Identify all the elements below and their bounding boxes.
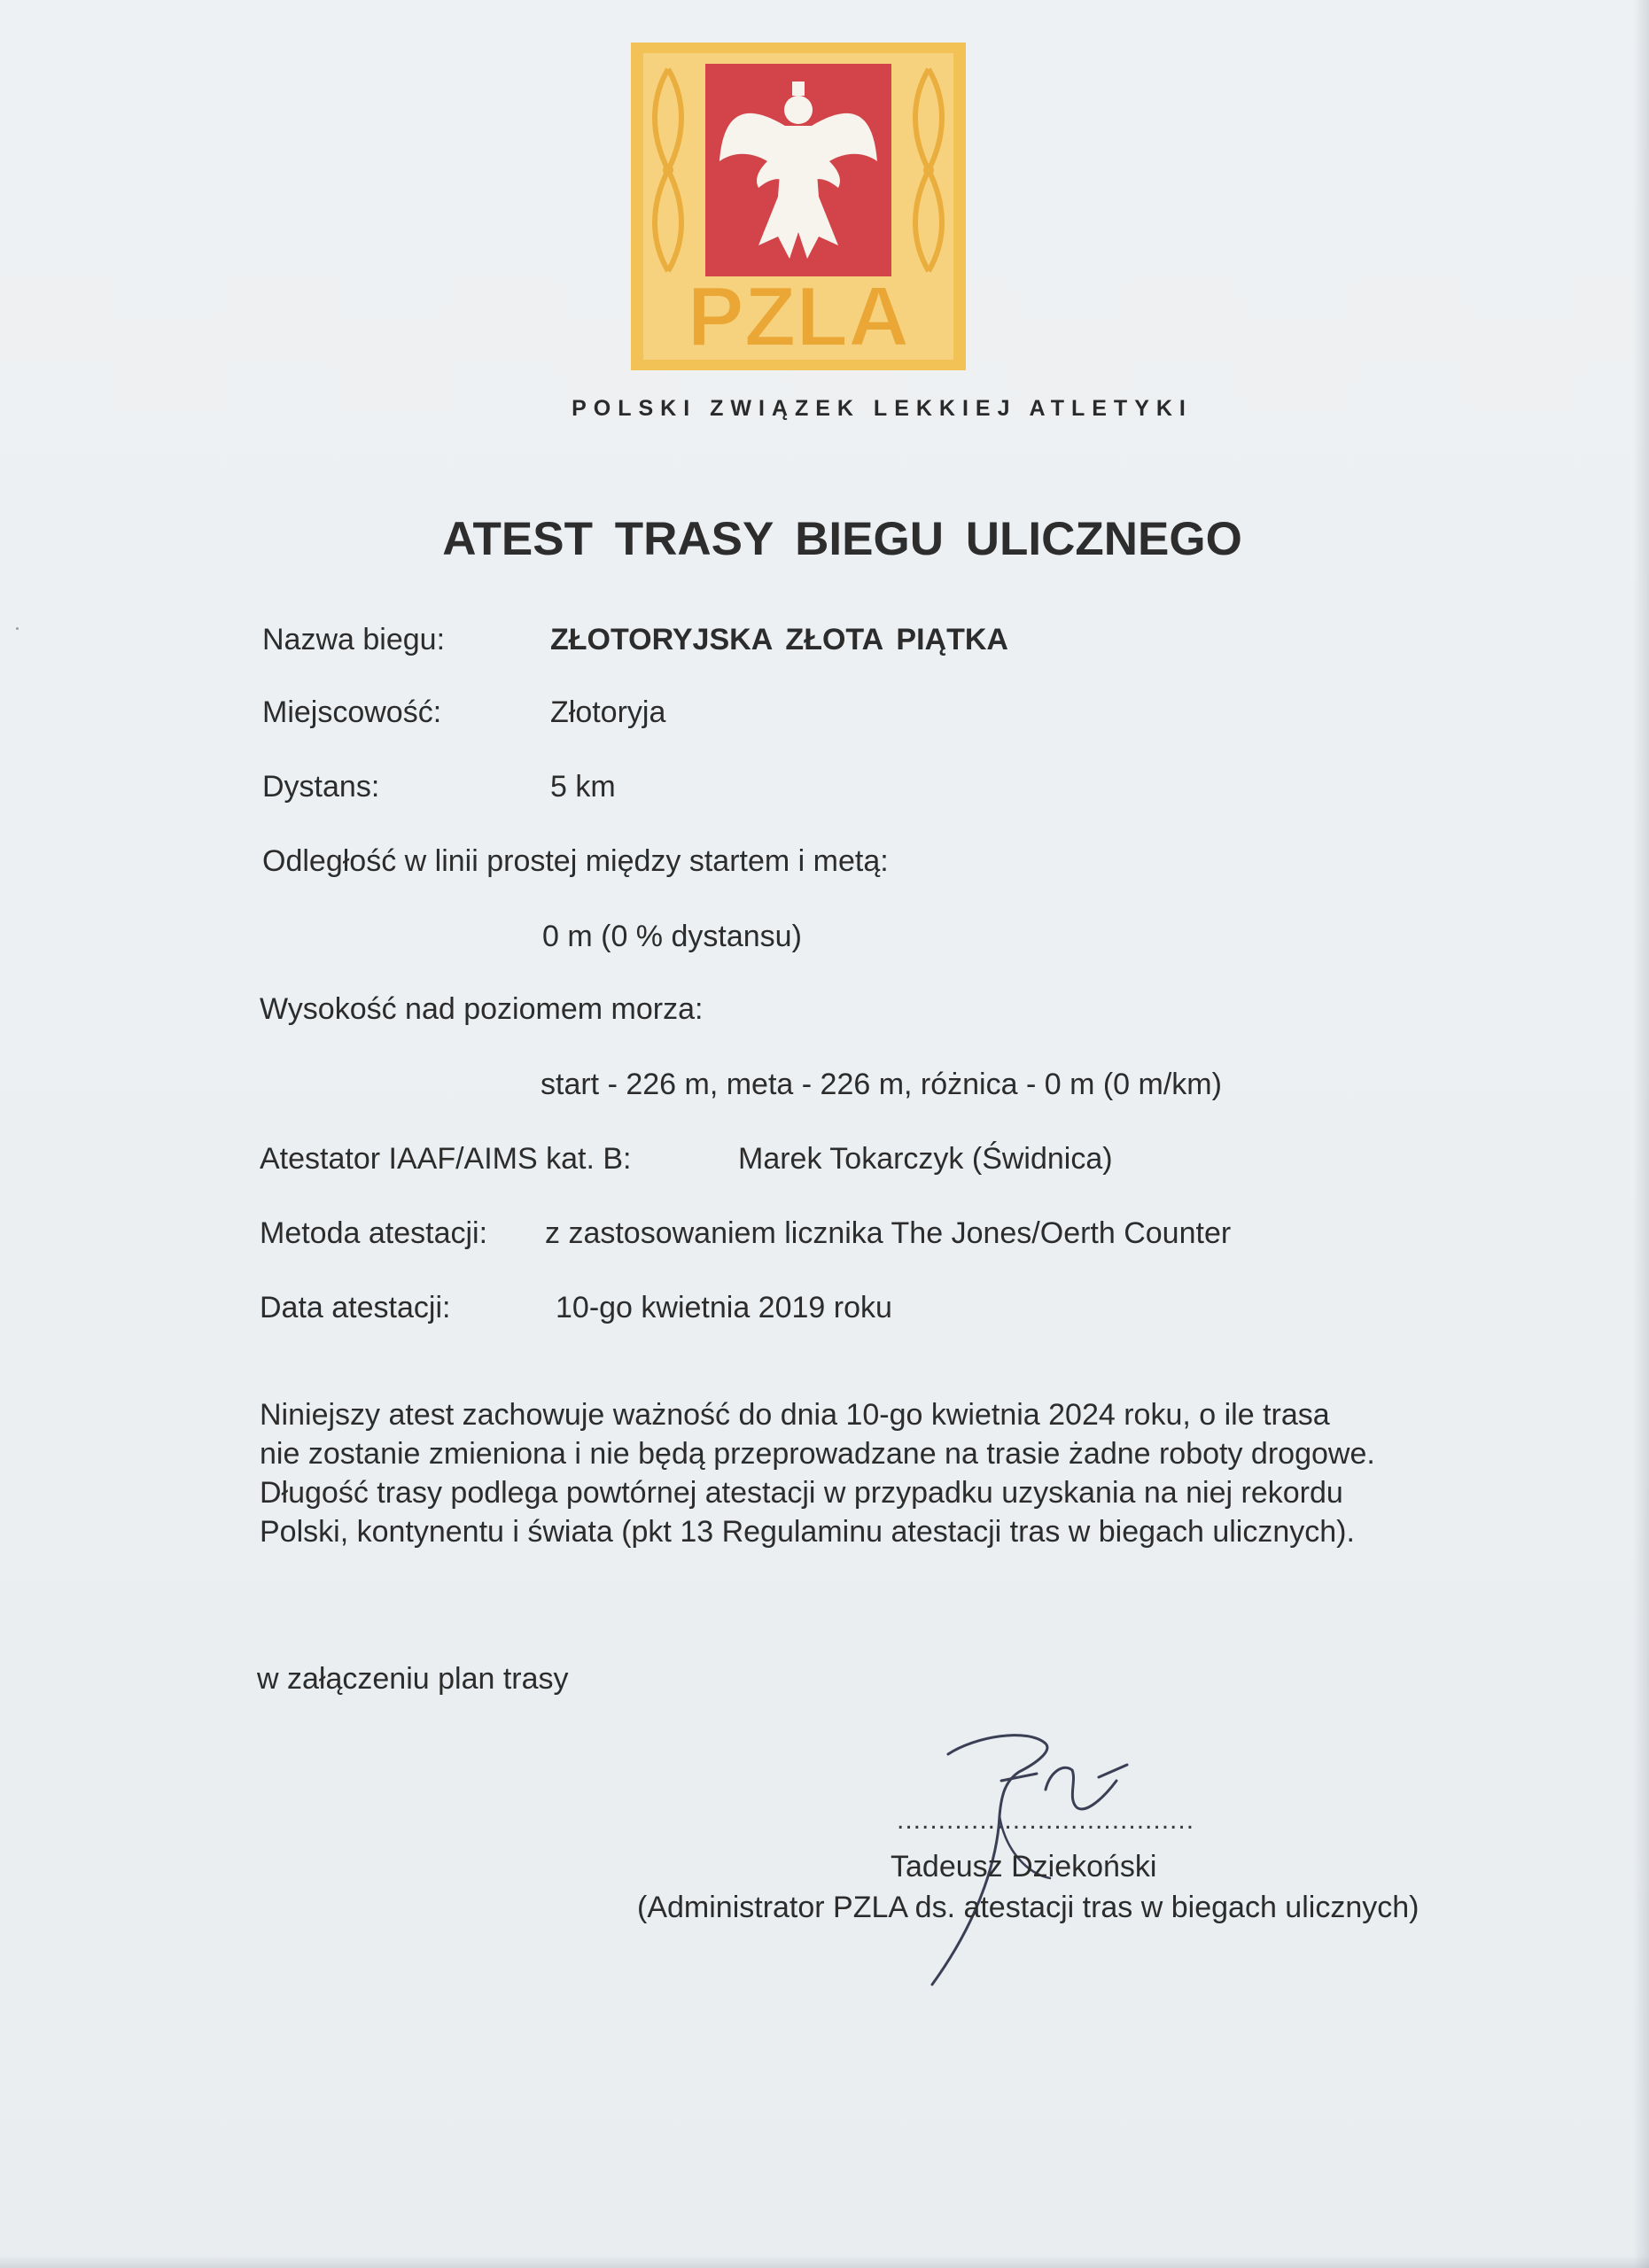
method-value: z zastosowaniem licznika The Jones/Oerth Counter: [545, 1216, 1232, 1250]
page-edge-shadow-right: [1633, 0, 1649, 2268]
organization-name: POLSKI ZWIĄZEK LEKKIEJ ATLETYKI: [572, 396, 1193, 421]
logo-ornament-right-icon: [904, 64, 953, 276]
race-name-label: Nazwa biegu:: [262, 623, 446, 656]
locality-value: Złotoryja: [550, 695, 666, 729]
method-label: Metoda atestacji:: [260, 1216, 488, 1250]
distance-label: Dystans:: [262, 770, 380, 804]
page-title: ATEST TRASY BIEGU ULICZNEGO: [442, 513, 1242, 565]
altitude-label: Wysokość nad poziomem morza:: [260, 992, 704, 1026]
logo-background: [643, 53, 953, 360]
validity-paragraph: [260, 1395, 1375, 1551]
validity-line-3: Długość trasy podlega powtórnej atestacji w przypadku uzyskania na niej rekordu: [260, 1476, 1343, 1510]
altitude-value: start - 226 m, meta - 226 m, różnica - 0 m (0 m/km): [541, 1068, 1222, 1101]
date-label: Data atestacji:: [260, 1291, 451, 1324]
straight-line-value: 0 m (0 % dystansu): [542, 920, 802, 953]
white-eagle-icon: [705, 64, 891, 276]
pzla-logo: [631, 43, 966, 370]
logo-lettering: [665, 275, 932, 354]
logo-ornament-left-icon: [643, 64, 693, 276]
straight-line-label: Odległość w linii prostej między startem i metą:: [262, 844, 889, 878]
scan-speck: [16, 627, 19, 630]
signer-name: Tadeusz Dziekoński: [891, 1850, 1157, 1884]
page-edge-shadow-bottom: [0, 2256, 1649, 2268]
logo-red-field: [705, 64, 891, 276]
measurer-value: Marek Tokarczyk (Świdnica): [738, 1142, 1113, 1176]
signer-role: (Administrator PZLA ds. atestacji tras w biegach ulicznych): [637, 1891, 1420, 1924]
validity-line-1: Niniejszy atest zachowuje ważność do dnia 10-go kwietnia 2024 roku, o ile trasa: [260, 1398, 1330, 1432]
distance-value: 5 km: [550, 770, 616, 804]
validity-line-2: nie zostanie zmieniona i nie będą przeprowadzane na trasie żadne roboty drogowe.: [260, 1437, 1375, 1471]
race-name-value: ZŁOTORYJSKA ZŁOTA PIĄTKA: [550, 623, 1008, 656]
validity-line-4: Polski, kontynentu i świata (pkt 13 Regulaminu atestacji tras w biegach ulicznych).: [260, 1515, 1355, 1549]
measurer-label: Atestator IAAF/AIMS kat. B:: [260, 1142, 632, 1176]
logo-text: PZLA: [687, 275, 910, 354]
attachment-note: w załączeniu plan trasy: [257, 1662, 569, 1696]
date-value: 10-go kwietnia 2019 roku: [556, 1291, 892, 1324]
locality-label: Miejscowość:: [262, 695, 442, 729]
signature-line: ....................................: [897, 1806, 1195, 1835]
